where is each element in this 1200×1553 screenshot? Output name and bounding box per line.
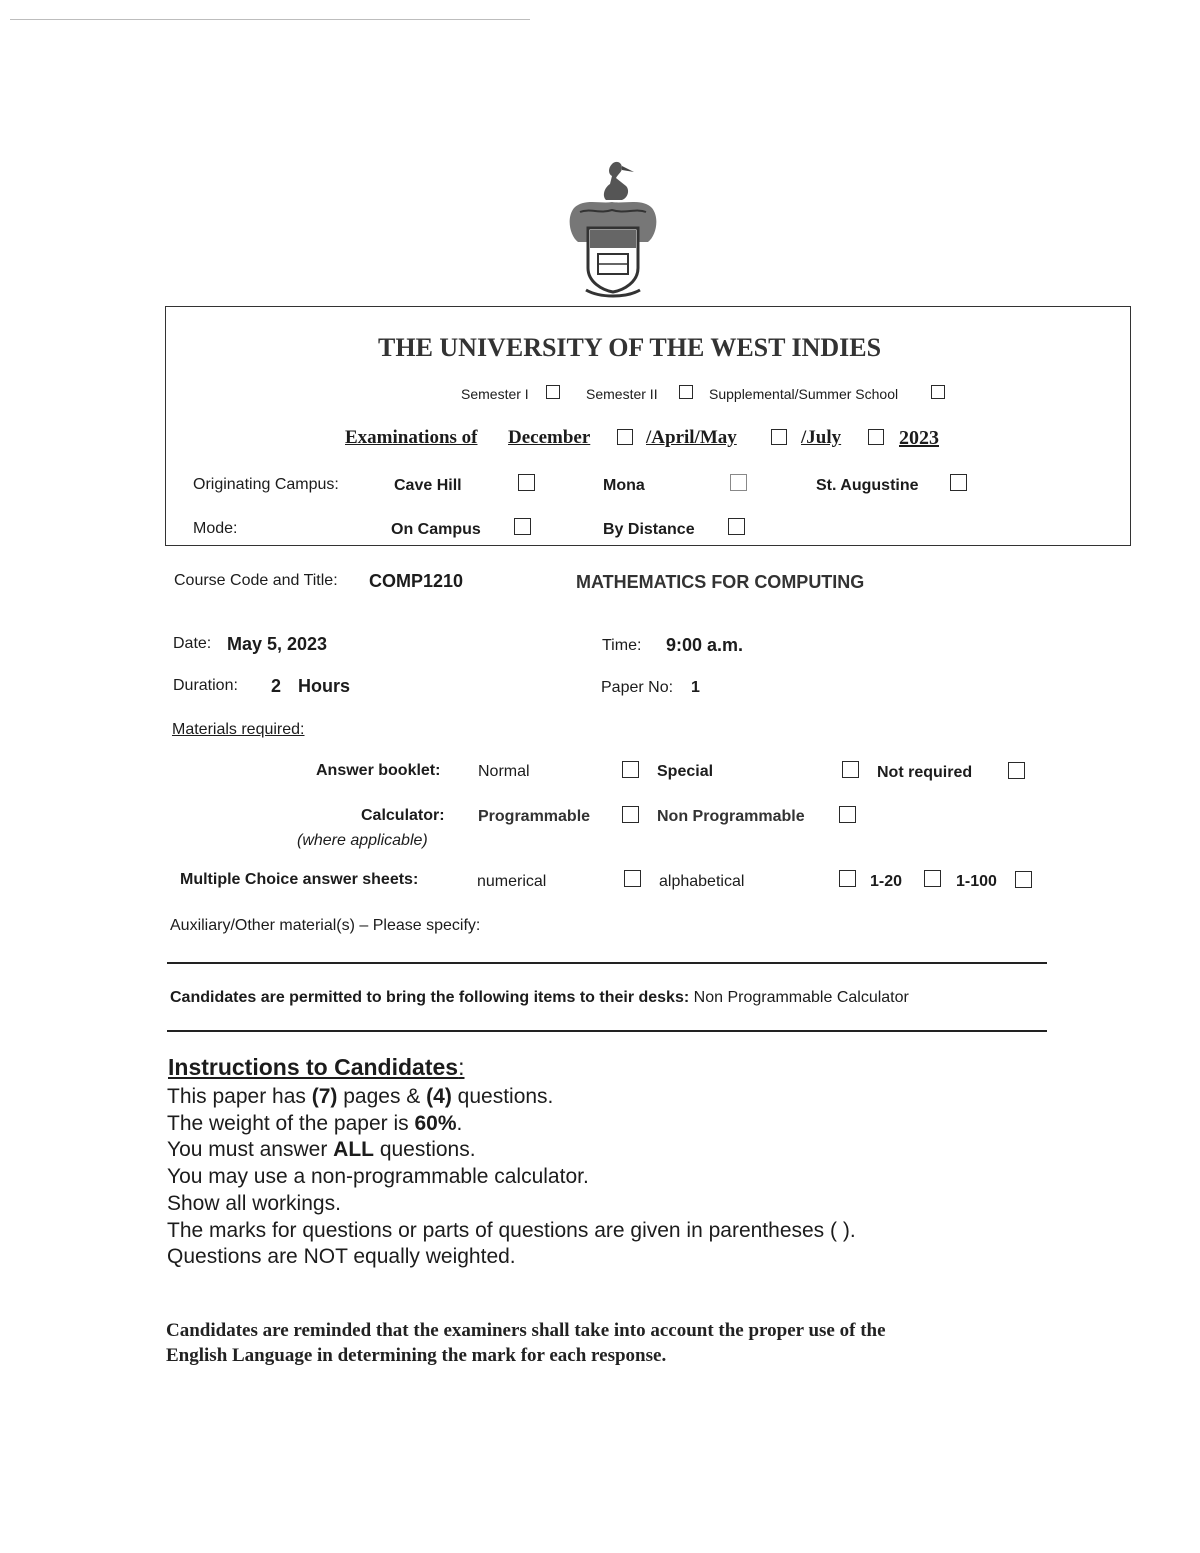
course-code-title-label: Course Code and Title: bbox=[174, 572, 338, 589]
programmable-checkbox[interactable] bbox=[622, 806, 639, 823]
april-may-checkbox[interactable] bbox=[771, 429, 787, 445]
campus-cave-hill: Cave Hill bbox=[394, 477, 462, 494]
supplemental-checkbox[interactable] bbox=[931, 385, 945, 399]
instruction-weighting: Questions are NOT equally weighted. bbox=[167, 1245, 516, 1269]
university-crest-icon bbox=[560, 158, 666, 300]
range-1-20-checkbox[interactable] bbox=[924, 870, 941, 887]
course-code: COMP1210 bbox=[369, 571, 464, 591]
special-label: Special bbox=[657, 763, 714, 780]
mc-answer-sheets-label: Multiple Choice answer sheets: bbox=[180, 871, 419, 888]
where-applicable: (where applicable) bbox=[297, 832, 428, 849]
range-1-100-label: 1-100 bbox=[956, 873, 997, 890]
by-distance-checkbox[interactable] bbox=[728, 518, 745, 535]
duration-label: Duration: bbox=[173, 677, 238, 694]
alphabetical-checkbox[interactable] bbox=[839, 870, 856, 887]
duration-value: 2 bbox=[271, 676, 282, 696]
july-checkbox[interactable] bbox=[868, 429, 884, 445]
mode-on-campus: On Campus bbox=[391, 521, 481, 538]
semester-ii-checkbox[interactable] bbox=[679, 385, 693, 399]
reminder-line-1: Candidates are reminded that the examiners shall take into account the proper use of the bbox=[166, 1320, 886, 1341]
exam-december: December bbox=[508, 427, 591, 448]
paper-no: 1 bbox=[691, 679, 700, 696]
mona-checkbox[interactable] bbox=[730, 474, 747, 491]
exam-prefix: Examinations of bbox=[345, 427, 478, 448]
non-programmable-label: Non Programmable bbox=[657, 808, 805, 825]
paper-no-label: Paper No: bbox=[601, 679, 674, 696]
course-title: MATHEMATICS FOR COMPUTING bbox=[576, 572, 865, 592]
december-checkbox[interactable] bbox=[617, 429, 633, 445]
non-programmable-checkbox[interactable] bbox=[839, 806, 856, 823]
semester-i-checkbox[interactable] bbox=[546, 385, 560, 399]
instructions-list bbox=[167, 1084, 856, 1271]
instructions-heading: Instructions to Candidates bbox=[168, 1054, 459, 1080]
special-checkbox[interactable] bbox=[842, 761, 859, 778]
time-label: Time: bbox=[602, 637, 642, 654]
campus-label: Originating Campus: bbox=[193, 476, 339, 493]
numerical-checkbox[interactable] bbox=[624, 870, 641, 887]
materials-heading: Materials required: bbox=[172, 721, 305, 738]
mode-label: Mode: bbox=[193, 520, 238, 537]
exam-date: May 5, 2023 bbox=[227, 634, 328, 654]
range-1-20-label: 1-20 bbox=[870, 873, 903, 890]
instruction-calculator: You may use a non-programmable calculator. bbox=[167, 1165, 589, 1189]
instruction-pages: This paper has (7) pages & (4) questions. bbox=[167, 1085, 554, 1108]
permitted-line bbox=[170, 989, 909, 1007]
instruction-workings: Show all workings. bbox=[167, 1191, 341, 1215]
instructions-heading-line bbox=[168, 1054, 464, 1081]
programmable-label: Programmable bbox=[478, 808, 591, 825]
instruction-marks: The marks for questions or parts of questions are given in parentheses ( ). bbox=[167, 1218, 856, 1242]
auxiliary-label: Auxiliary/Other material(s) – Please specify: bbox=[170, 917, 481, 934]
not-required-checkbox[interactable] bbox=[1008, 762, 1025, 779]
duration-unit: Hours bbox=[298, 676, 351, 696]
range-1-100-checkbox[interactable] bbox=[1015, 871, 1032, 888]
semester-ii-label: Semester II bbox=[586, 386, 658, 402]
exam-july: /July bbox=[801, 427, 842, 448]
calculator-label: Calculator: bbox=[361, 807, 445, 824]
semester-i-label: Semester I bbox=[461, 386, 529, 402]
exam-april-may: /April/May bbox=[646, 427, 737, 448]
permitted-items: Non Programmable Calculator bbox=[693, 989, 909, 1006]
divider-top bbox=[167, 962, 1047, 964]
answer-booklet-label: Answer booklet: bbox=[316, 762, 441, 779]
date-label: Date: bbox=[173, 635, 212, 652]
supplemental-label: Supplemental/Summer School bbox=[709, 386, 899, 402]
normal-checkbox[interactable] bbox=[622, 761, 639, 778]
university-title: THE UNIVERSITY OF THE WEST INDIES bbox=[378, 333, 882, 362]
on-campus-checkbox[interactable] bbox=[514, 518, 531, 535]
alphabetical-label: alphabetical bbox=[659, 873, 745, 890]
not-required-label: Not required bbox=[877, 764, 973, 781]
campus-mona: Mona bbox=[603, 477, 645, 494]
scan-top-line bbox=[10, 19, 530, 20]
permitted-label: Candidates are permitted to bring the following items to their desks: bbox=[170, 989, 690, 1006]
st-augustine-checkbox[interactable] bbox=[950, 474, 967, 491]
numerical-label: numerical bbox=[477, 873, 547, 890]
divider-bottom bbox=[167, 1030, 1047, 1032]
exam-time: 9:00 a.m. bbox=[666, 635, 744, 655]
instruction-answer-all: You must answer ALL questions. bbox=[167, 1138, 476, 1162]
instruction-weight: The weight of the paper is 60%. bbox=[167, 1111, 463, 1135]
instructions-heading-colon: : bbox=[458, 1054, 465, 1080]
campus-st-augustine: St. Augustine bbox=[816, 477, 919, 494]
reminder-line-2: English Language in determining the mark for each response. bbox=[166, 1345, 667, 1366]
normal-label: Normal bbox=[478, 763, 530, 780]
exam-year: 2023 bbox=[899, 427, 939, 449]
cave-hill-checkbox[interactable] bbox=[518, 474, 535, 491]
mode-by-distance: By Distance bbox=[603, 521, 695, 538]
